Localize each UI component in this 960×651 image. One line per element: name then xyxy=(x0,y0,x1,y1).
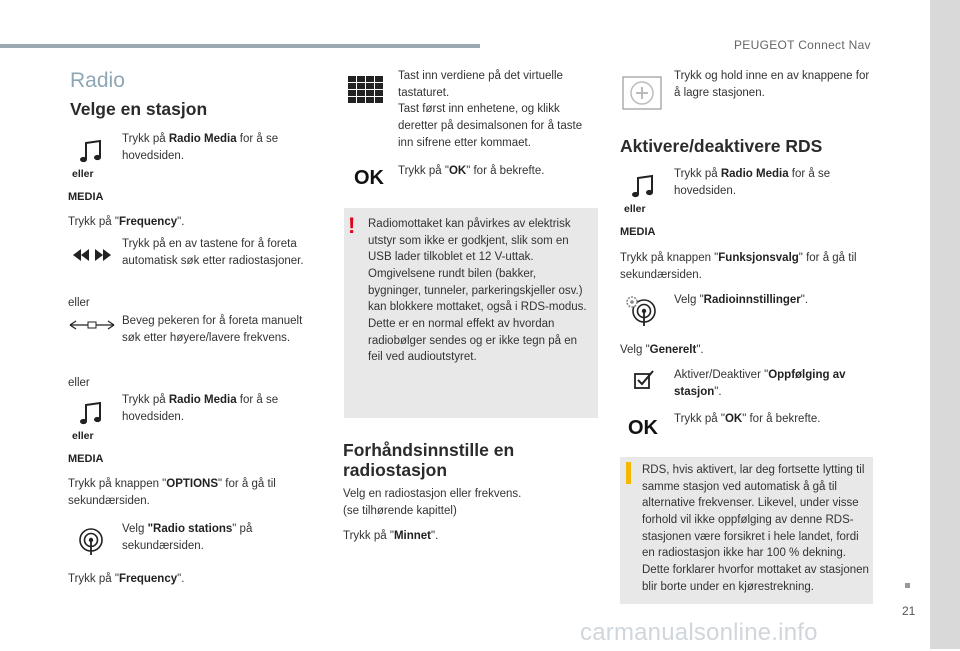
eller-label: eller xyxy=(624,202,646,217)
eller-text: eller xyxy=(68,375,90,392)
media-label: MEDIA xyxy=(68,190,103,206)
step-memory: Trykk på "Minnet". xyxy=(343,528,438,545)
step-confirm: Trykk på "OK" for å bekrefte. xyxy=(398,163,596,180)
step-radio-stations: Velg "Radio stations" på sekundærsiden. xyxy=(122,521,302,554)
eller-label: eller xyxy=(72,429,94,444)
warning-icon: ! xyxy=(348,215,355,237)
radio-settings-icon xyxy=(624,294,660,328)
info-icon xyxy=(626,462,631,484)
media-label: MEDIA xyxy=(68,452,103,468)
checkbox-icon xyxy=(632,368,656,392)
step-radio-media: Trykk på Radio Media for å se hovedsiden. xyxy=(122,131,302,164)
eller-text: eller xyxy=(68,295,90,312)
radio-antenna-icon xyxy=(76,526,106,558)
subsection-heading: Aktivere/deaktivere RDS xyxy=(620,136,822,156)
watermark: carmanualsonline.info xyxy=(580,616,818,651)
step-manual-search: Beveg pekeren for å foreta manuelt søk etter høyere/lavere frekvens. xyxy=(122,313,318,346)
step-frequency: Trykk på "Frequency". xyxy=(68,571,184,588)
preset-add-icon xyxy=(622,76,662,110)
step-keypad: Tast inn verdiene på det virtuelle tastaturet. Tast først inn enhetene, og klikk deretter på desimalsonen for å taste inn sifrene etter kommaet. xyxy=(398,68,596,151)
header-title: PEUGEOT Connect Nav xyxy=(734,37,871,54)
info-text: RDS, hvis aktivert, lar deg fortsette lytting til samme stasjon ved automatisk å gå til alternative frekvenser. Likevel, under visse forhold vil ikke oppfølging av denne RDS-stasjonen være forsikret i hele landet, fordi en radiostasjon ikke har 100 % dekning. Dette forklarer hvorfor mottaket av stasjonen blir borte under en kjørestrekning. xyxy=(642,462,870,595)
page-side-strip xyxy=(930,0,960,649)
step-radio-media: Trykk på Radio Media for å se hovedsiden. xyxy=(674,166,854,199)
header-rule xyxy=(0,44,480,48)
section-title: Radio xyxy=(70,66,125,96)
warning-text: Radiomottaket kan påvirkes av elektrisk utstyr som ikke er godkjent, slik som en USB lader tilkoblet et 12 V-uttak. Omgivelsene rundt bilen (bakker, bygninger, tunneler, parkeringskjeller osv.) kan blokkere mottaket, også i RDS-modus. Dette er en normal effekt av hvordan radiobølger sendes og er ikke tegn på en feil ved audioutstyret. xyxy=(368,216,592,366)
page-number: 21 xyxy=(902,603,915,620)
music-note-icon xyxy=(630,173,656,201)
subsection-heading: Velge en stasjon xyxy=(70,99,207,119)
step-select-station: Velg en radiostasjon eller frekvens. (se tilhørende kapittel) xyxy=(343,486,583,519)
ok-icon: OK xyxy=(354,164,384,193)
step-confirm: Trykk på "OK" for å bekrefte. xyxy=(674,411,820,428)
subsection-heading: Forhåndsinnstille en radiostasjon xyxy=(343,440,583,480)
continue-marker xyxy=(905,583,910,588)
step-general: Velg "Generelt". xyxy=(620,342,704,359)
step-radio-media: Trykk på Radio Media for å se hovedsiden. xyxy=(122,392,302,425)
step-save-preset: Trykk og hold inne en av knappene for å lagre stasjonen. xyxy=(674,68,870,101)
ok-icon: OK xyxy=(628,414,658,443)
step-auto-search: Trykk på en av tastene for å foreta automatisk søk etter radiostasjoner. xyxy=(122,236,318,269)
step-options: Trykk på knappen "OPTIONS" for å gå til sekundærsiden. xyxy=(68,476,308,509)
seek-buttons-icon xyxy=(70,246,114,264)
music-note-icon xyxy=(78,138,104,166)
music-note-icon xyxy=(78,400,104,428)
keypad-icon xyxy=(348,76,384,104)
step-functions: Trykk på knappen "Funksjonsvalg" for å gå til sekundærsiden. xyxy=(620,250,870,283)
eller-label: eller xyxy=(72,167,94,182)
step-radio-settings: Velg "Radioinnstillinger". xyxy=(674,292,808,309)
step-toggle-follow: Aktiver/Deaktiver "Oppfølging av stasjon". xyxy=(674,367,864,400)
media-label: MEDIA xyxy=(620,225,655,241)
slider-arrows-icon xyxy=(68,318,116,332)
step-frequency: Trykk på "Frequency". xyxy=(68,214,184,231)
